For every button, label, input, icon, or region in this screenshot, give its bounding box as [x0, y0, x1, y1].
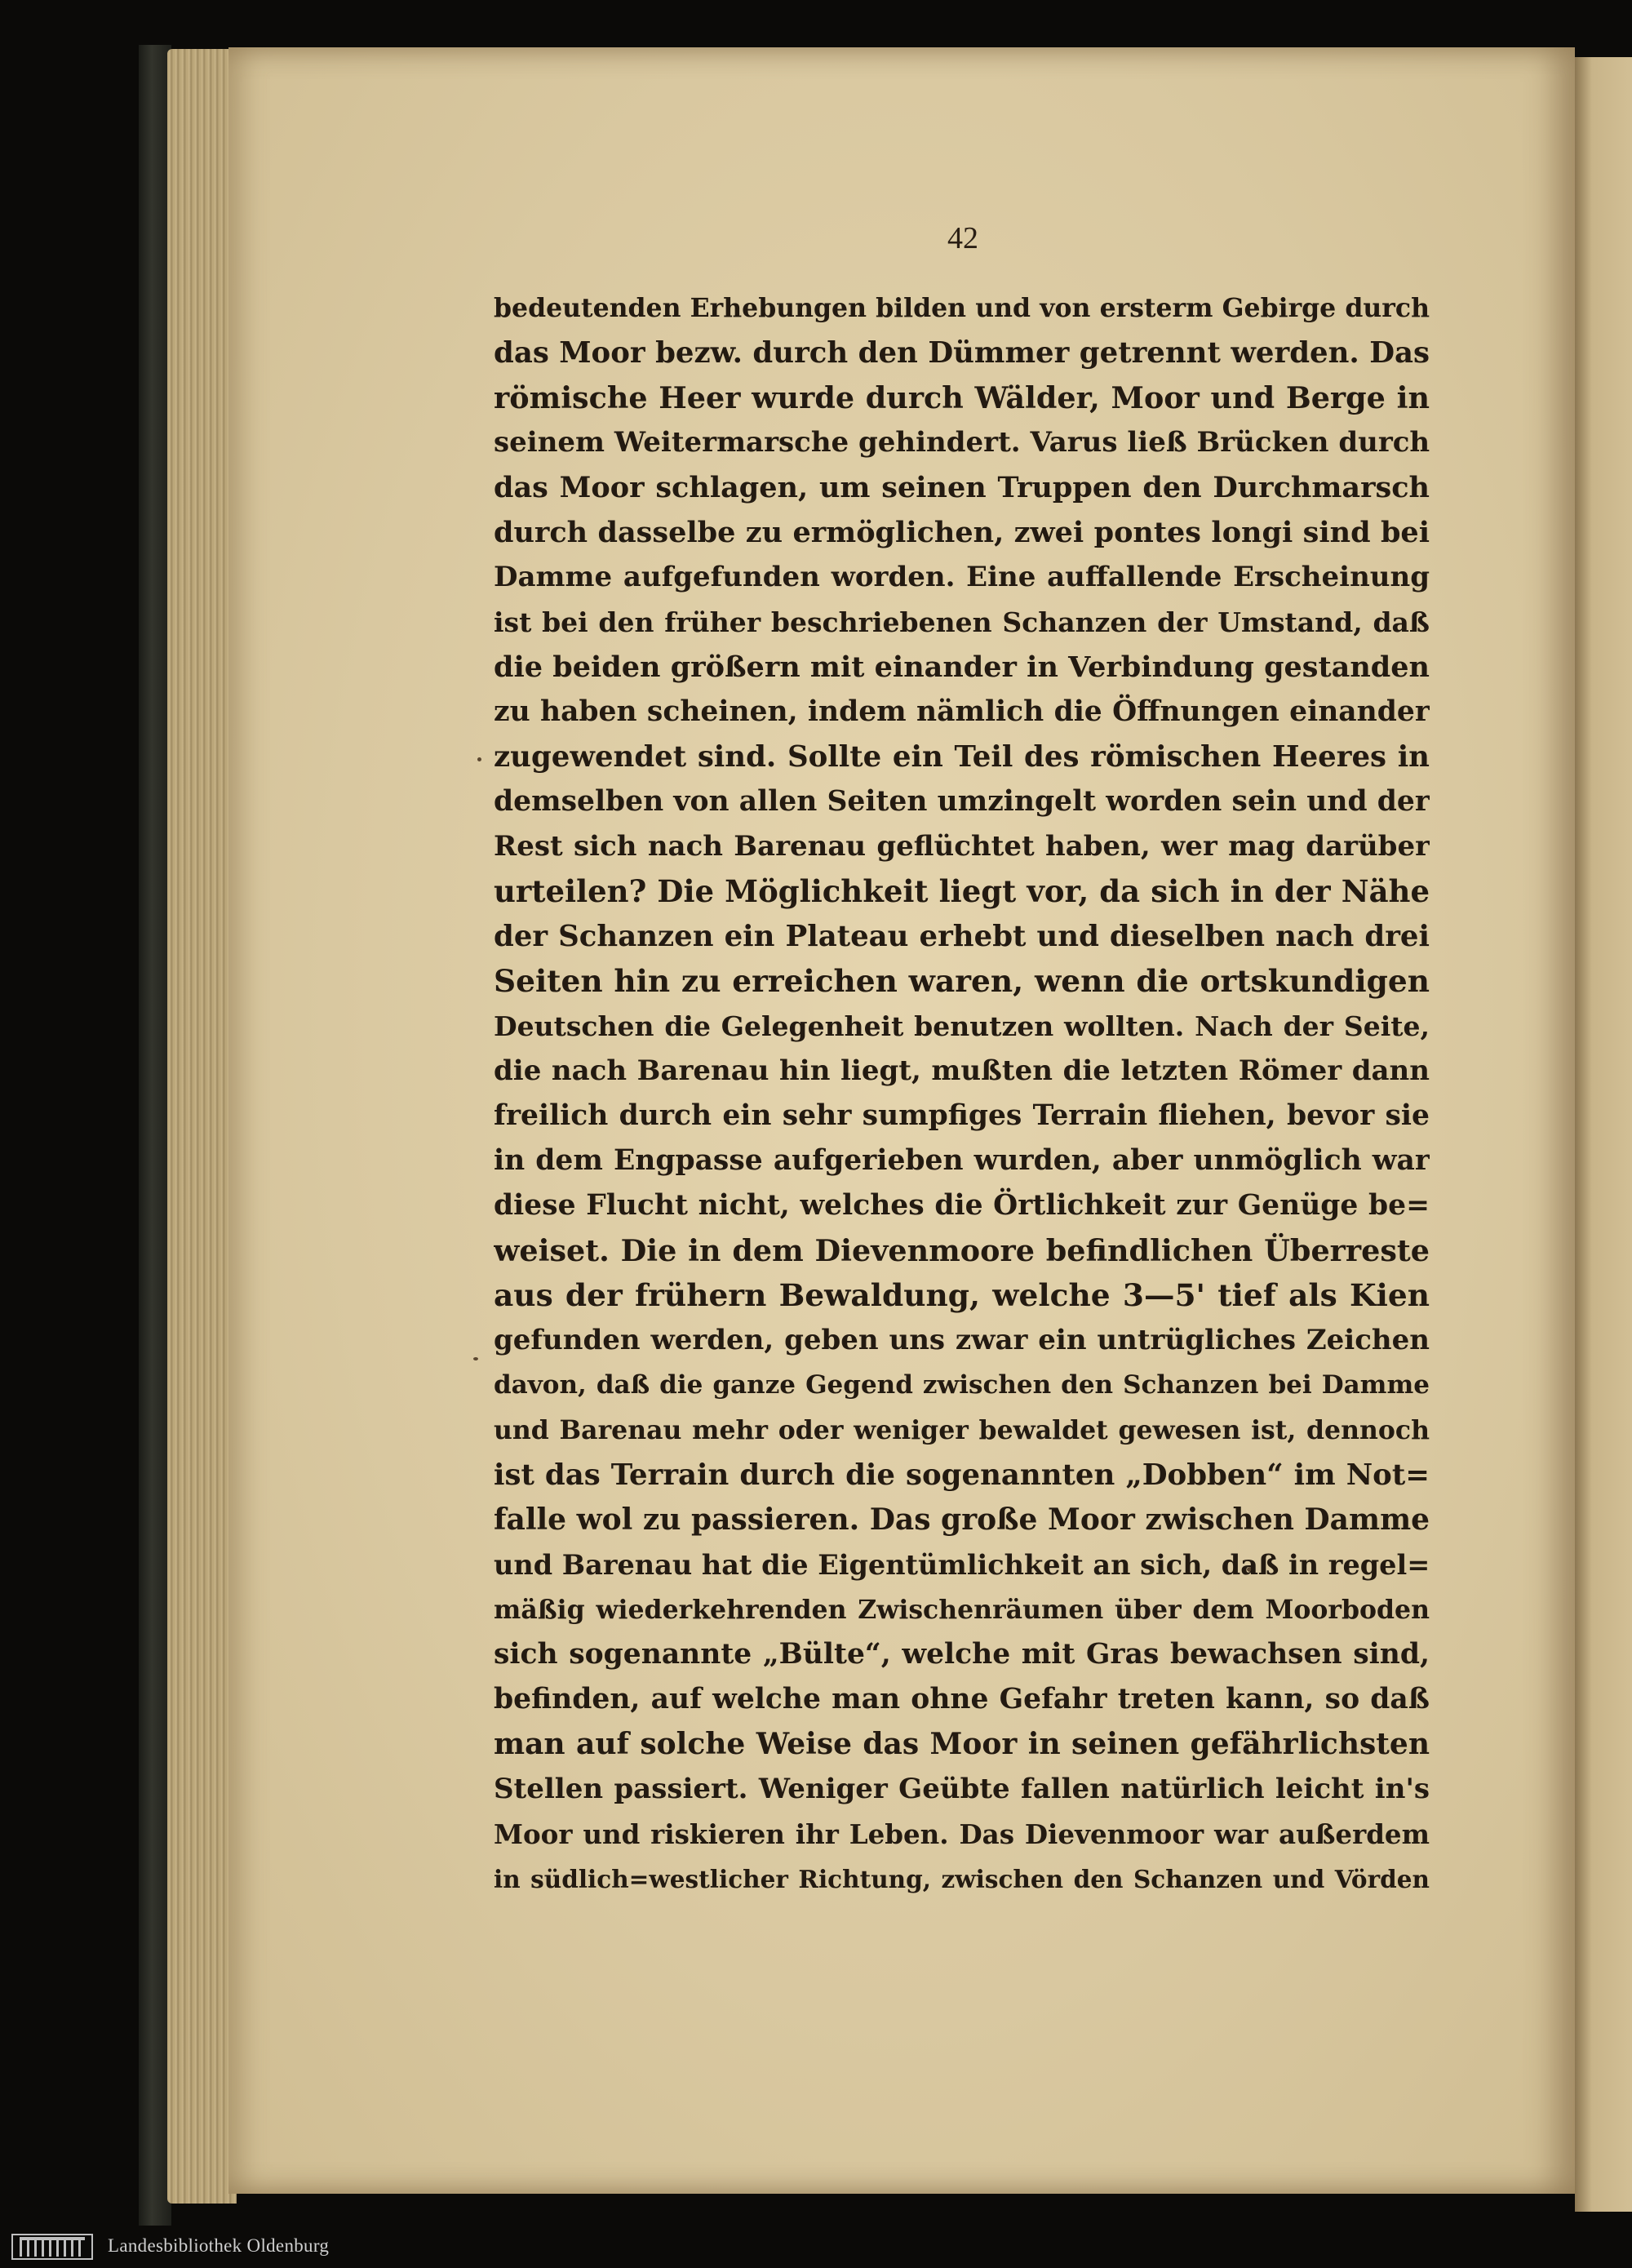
text-line: man auf solche Weise das Moor in seinen gefährlichsten: [494, 1727, 1430, 1761]
text-line: zu haben scheinen, indem nämlich die Öffnungen einander: [494, 695, 1430, 728]
text-line: freilich durch ein sehr sumpfiges Terrain fliehen, bevor sie: [494, 1099, 1430, 1132]
text-line: gefunden werden, geben uns zwar ein untrügliches Zeichen: [494, 1324, 1430, 1356]
logo-columns: [20, 2237, 85, 2257]
text-line: befinden, auf welche man ohne Gefahr treten kann, so daß: [494, 1683, 1430, 1715]
text-line: ist bei den früher beschriebenen Schanzen der Umstand, daß: [494, 606, 1430, 638]
text-line: das Moor bezw. durch den Dümmer getrennt werden. Das: [494, 336, 1430, 370]
text-line: und Barenau hat die Eigentümlichkeit an sich, daß in regel=: [494, 1549, 1430, 1581]
text-line: die nach Barenau hin liegt, mußten die letzten Römer dann: [494, 1054, 1430, 1087]
text-line: durch dasselbe zu ermöglichen, zwei pontes longi sind bei: [494, 516, 1430, 549]
text-line: Deutschen die Gelegenheit benutzen wollten. Nach der Seite,: [494, 1010, 1430, 1042]
text-line: diese Flucht nicht, welches die Örtlichkeit zur Genüge be=: [494, 1189, 1430, 1222]
library-building-icon: [11, 2234, 93, 2260]
text-line: sich sogenannte „Bülte“, welche mit Gras bewachsen sind,: [494, 1638, 1430, 1671]
text-line: in dem Engpasse aufgerieben wurden, aber unmöglich war: [494, 1144, 1430, 1177]
text-line: seinem Weitermarsche gehindert. Varus ließ Brücken durch: [494, 426, 1430, 459]
body-text: [494, 286, 1430, 1902]
text-line: das Moor schlagen, um seinen Truppen den Durchmarsch: [494, 471, 1430, 504]
page-edges: [167, 49, 237, 2204]
library-name: Landesbibliothek Oldenburg: [108, 2235, 330, 2256]
text-line: davon, daß die ganze Gegend zwischen den Schanzen bei Damme: [494, 1370, 1430, 1400]
text-line: der Schanzen ein Plateau erhebt und dieselben nach drei: [494, 920, 1430, 953]
text-line: Rest sich nach Barenau geflüchtet haben, wer mag darüber: [494, 830, 1430, 863]
text-line: Moor und riskieren ihr Leben. Das Dievenmoor war außerdem: [494, 1818, 1430, 1850]
page-number: 42: [947, 221, 978, 255]
text-line: demselben von allen Seiten umzingelt worden sein und der: [494, 785, 1430, 818]
text-line: bedeutenden Erhebungen bilden und von ersterm Gebirge durch: [494, 293, 1430, 323]
text-line: römische Heer wurde durch Wälder, Moor und Berge in: [494, 380, 1430, 415]
text-line: falle wol zu passieren. Das große Moor zwischen Damme: [494, 1502, 1430, 1537]
text-line: in südlich=westlicher Richtung, zwischen den Schanzen und Vörden: [494, 1865, 1430, 1893]
next-page-edge: [1575, 57, 1632, 2212]
text-line: aus der frühern Bewaldung, welche 3—5' tief als Kien: [494, 1277, 1430, 1313]
paper-speck: [473, 1357, 478, 1360]
book-spine: [139, 45, 171, 2232]
text-line: die beiden größern mit einander in Verbindung gestanden: [494, 650, 1430, 684]
text-line: Damme aufgefunden worden. Eine auffallende Erscheinung: [494, 561, 1430, 593]
text-line: urteilen? Die Möglichkeit liegt vor, da sich in der Nähe: [494, 873, 1430, 909]
text-line: und Barenau mehr oder weniger bewaldet gewesen ist, dennoch: [494, 1415, 1430, 1445]
text-line: mäßig wiederkehrenden Zwischenräumen über dem Moorboden: [494, 1595, 1430, 1625]
paper-speck: [477, 757, 481, 761]
text-line: weiset. Die in dem Dievenmoore befindlichen Überreste: [494, 1233, 1430, 1268]
text-line: Stellen passiert. Weniger Geübte fallen natürlich leicht in's: [494, 1773, 1430, 1805]
text-line: zugewendet sind. Sollte ein Teil des römischen Heeres in: [494, 740, 1430, 774]
text-line: Seiten hin zu erreichen waren, wenn die ortskundigen: [494, 963, 1430, 999]
text-line: ist das Terrain durch die sogenannten „Dobben“ im Not=: [494, 1458, 1430, 1492]
